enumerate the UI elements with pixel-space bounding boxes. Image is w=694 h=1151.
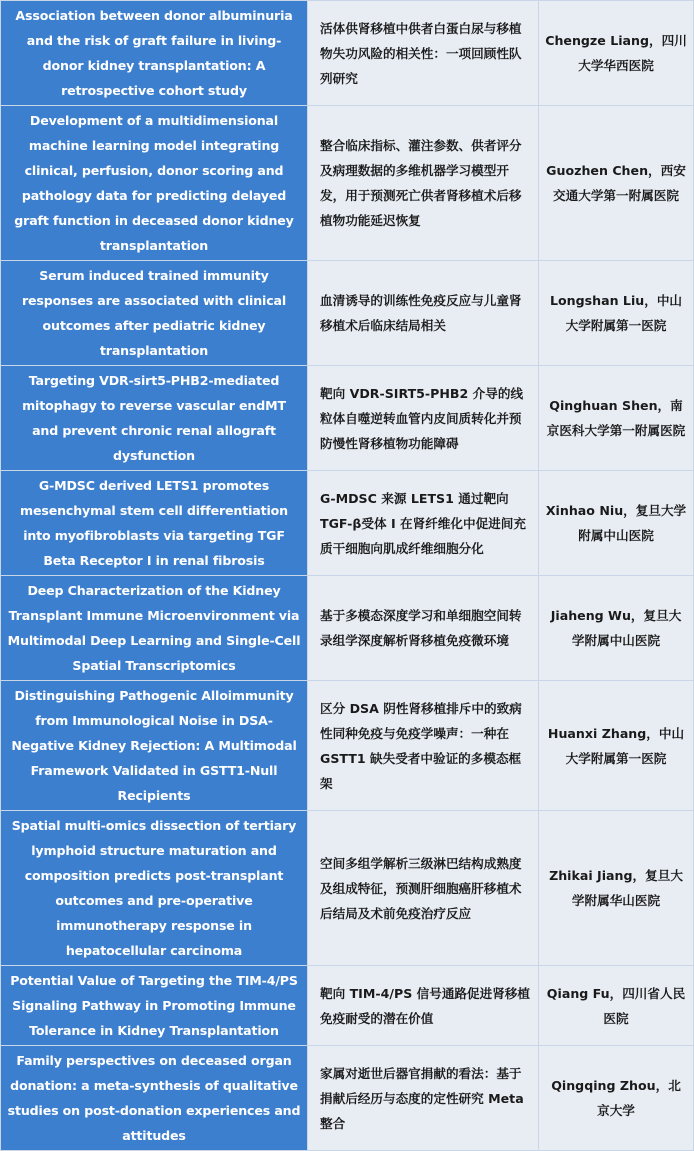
- table-row: [1, 681, 694, 811]
- chinese-title: 区分 DSA 阴性肾移植排斥中的致病性同种免疫与免疫学噪声：一种在 GSTT1 缺失受者中验证的多模态框架: [308, 681, 539, 811]
- author-affiliation: Zhikai Jiang，复旦大学附属华山医院: [539, 811, 694, 966]
- chinese-title: 家属对逝世后器官捐献的看法：基于捐献后经历与态度的定性研究 Meta 整合: [308, 1046, 539, 1151]
- english-title: Potential Value of Targeting the TIM-4/PS Signaling Pathway in Promoting Immune Tolerance in Kidney Transplantation: [1, 966, 308, 1046]
- author-affiliation: Huanxi Zhang，中山大学附属第一医院: [539, 681, 694, 811]
- table-row: [1, 1, 694, 106]
- english-title: Deep Characterization of the Kidney Transplant Immune Microenvironment via Multimodal Deep Learning and Single-Cell Spatial Transcriptomics: [1, 576, 308, 681]
- table-row: [1, 471, 694, 576]
- table-row: [1, 966, 694, 1046]
- english-title: Serum induced trained immunity responses are associated with clinical outcomes after pediatric kidney transplantation: [1, 261, 308, 366]
- author-affiliation: Qinghuan Shen，南京医科大学第一附属医院: [539, 366, 694, 471]
- english-title: Association between donor albuminuria and the risk of graft failure in living-donor kidney transplantation: A retrospective cohort study: [1, 1, 308, 106]
- table-row: [1, 106, 694, 261]
- table-row: [1, 261, 694, 366]
- english-title: Development of a multidimensional machine learning model integrating clinical, perfusion, donor scoring and pathology data for predicting delayed graft function in deceased donor kidney transplantation: [1, 106, 308, 261]
- english-title: Family perspectives on deceased organ donation: a meta-synthesis of qualitative studies on post-donation experiences and attitudes: [1, 1046, 308, 1151]
- chinese-title: 整合临床指标、灌注参数、供者评分及病理数据的多维机器学习模型开发，用于预测死亡供者肾移植术后移植物功能延迟恢复: [308, 106, 539, 261]
- chinese-title: 靶向 TIM-4/PS 信号通路促进肾移植免疫耐受的潜在价值: [308, 966, 539, 1046]
- table-row: [1, 1046, 694, 1151]
- author-affiliation: Jiaheng Wu，复旦大学附属中山医院: [539, 576, 694, 681]
- chinese-title: 血清诱导的训练性免疫反应与儿童肾移植术后临床结局相关: [308, 261, 539, 366]
- table-row: [1, 576, 694, 681]
- english-title: Targeting VDR-sirt5-PHB2-mediated mitophagy to reverse vascular endMT and prevent chronic renal allograft dysfunction: [1, 366, 308, 471]
- english-title: G-MDSC derived LETS1 promotes mesenchymal stem cell differentiation into myofibroblasts via targeting TGF Beta Receptor I in renal fibrosis: [1, 471, 308, 576]
- table-row: [1, 811, 694, 966]
- english-title: Spatial multi-omics dissection of tertiary lymphoid structure maturation and composition predicts post-transplant outcomes and pre-operative immunotherapy response in hepatocellular carcinoma: [1, 811, 308, 966]
- english-title: Distinguishing Pathogenic Alloimmunity from Immunological Noise in DSA-Negative Kidney Rejection: A Multimodal Framework Validated in GSTT1-Null Recipients: [1, 681, 308, 811]
- author-affiliation: Chengze Liang，四川大学华西医院: [539, 1, 694, 106]
- chinese-title: 空间多组学解析三级淋巴结构成熟度及组成特征，预测肝细胞癌肝移植术后结局及术前免疫治疗反应: [308, 811, 539, 966]
- chinese-title: 靶向 VDR-SIRT5-PHB2 介导的线粒体自噬逆转血管内皮间质转化并预防慢性肾移植物功能障碍: [308, 366, 539, 471]
- author-affiliation: Longshan Liu，中山大学附属第一医院: [539, 261, 694, 366]
- author-affiliation: Qiang Fu，四川省人民医院: [539, 966, 694, 1046]
- author-affiliation: Xinhao Niu，复旦大学附属中山医院: [539, 471, 694, 576]
- chinese-title: 基于多模态深度学习和单细胞空间转录组学深度解析肾移植免疫微环境: [308, 576, 539, 681]
- author-affiliation: Qingqing Zhou，北京大学: [539, 1046, 694, 1151]
- author-affiliation: Guozhen Chen，西安交通大学第一附属医院: [539, 106, 694, 261]
- chinese-title: 活体供肾移植中供者白蛋白尿与移植物失功风险的相关性：一项回顾性队列研究: [308, 1, 539, 106]
- abstract-table-body: [1, 1, 694, 1151]
- chinese-title: G-MDSC 来源 LETS1 通过靶向 TGF-β受体 I 在肾纤维化中促进间充质干细胞向肌成纤维细胞分化: [308, 471, 539, 576]
- table-row: [1, 366, 694, 471]
